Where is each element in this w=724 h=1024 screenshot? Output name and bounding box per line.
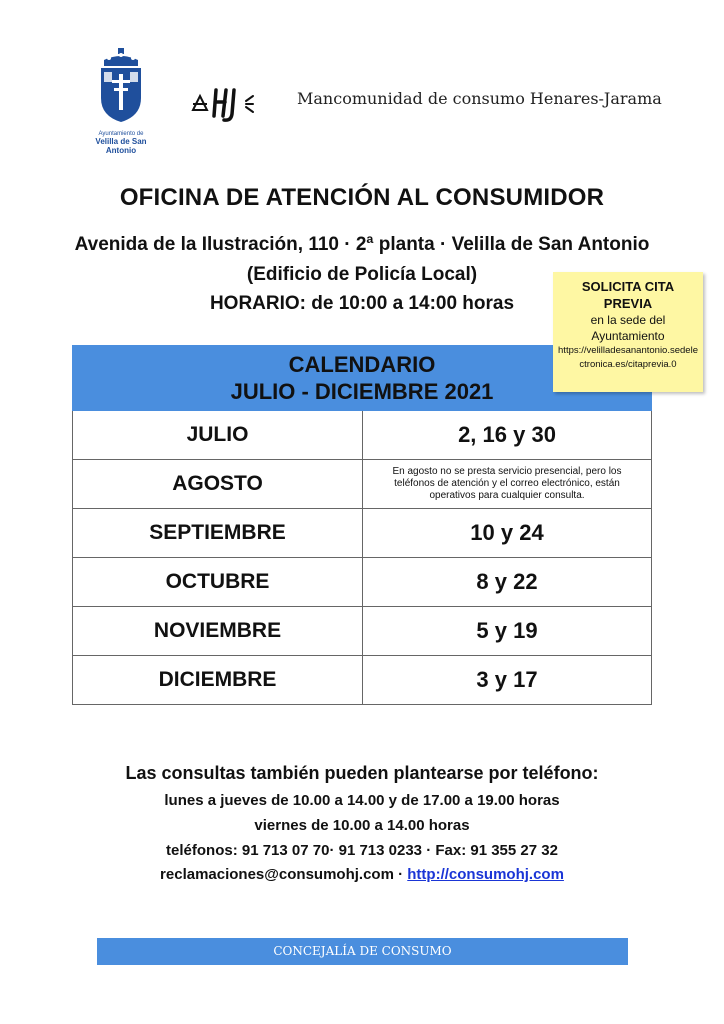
calendar-header-period: JULIO - DICIEMBRE 2021 [230,379,494,404]
ayto-caption-1: Ayuntamiento de [98,131,144,137]
days-cell: 3 y 17 [363,656,652,705]
calendar-table [72,345,652,705]
footer-banner: CONCEJALÍA DE CONSUMO [97,938,628,965]
month-cell: JULIO [73,411,363,460]
note-title-2: PREVIA [603,296,653,311]
days-cell: 5 y 19 [363,607,652,656]
month-cell: SEPTIEMBRE [73,509,363,558]
table-row [73,460,652,509]
days-cell: 10 y 24 [363,509,652,558]
office-hours: HORARIO: de 10:00 a 14:00 horas [209,293,515,314]
calendar-header-title: CALENDARIO [288,352,436,377]
note-title-1: SOLICITA CITA [581,279,675,294]
contact-links [0,866,724,883]
ayuntamiento-logo [80,46,162,155]
note-sub-2: Ayuntamiento [591,329,665,343]
table-row [73,656,652,705]
table-row [73,411,652,460]
note-sub-1: en la sede del [590,313,666,327]
table-row [73,607,652,656]
days-cell: 8 y 22 [363,558,652,607]
table-row [73,509,652,558]
org-name: Mancomunidad de consumo Henares-Jarama [297,89,662,108]
table-row [73,558,652,607]
month-cell: AGOSTO [73,460,363,509]
page-title: OFICINA DE ATENCIÓN AL CONSUMIDOR [119,184,605,211]
contact-email: reclamaciones@consumohj.com [160,866,394,883]
address-line-2: (Edificio de Policía Local) [246,264,478,285]
note-url: https://velilladesanantonio.sedelectronica.es/citaprevia.0 [558,345,698,370]
hj-monogram-icon [190,84,270,124]
contact-heading: Las consultas también pueden plantearse por teléfono: [125,763,599,783]
month-cell: NOVIEMBRE [73,607,363,656]
website-link[interactable]: http://consumohj.com [407,866,564,883]
mancomunidad-logo [190,84,270,129]
coat-of-arms-icon [96,46,146,124]
august-note-cell: En agosto no se presta servicio presencial, pero los teléfonos de atención y el correo electrónico, están operativos para cualquier consulta. [363,460,652,509]
contact-phones: teléfonos: 91 713 07 70· 91 713 0233 · Fax: 91 355 27 32 [166,842,558,859]
address-line-1: Avenida de la Ilustración, 110 · 2ª planta · Velilla de San Antonio [74,234,650,255]
contact-separator: · [393,866,408,883]
month-cell: OCTUBRE [73,558,363,607]
cita-previa-note [553,272,703,392]
days-cell: 2, 16 y 30 [363,411,652,460]
contact-hours-2: viernes de 10.00 a 14.00 horas [254,817,470,834]
contact-hours-1: lunes a jueves de 10.00 a 14.00 y de 17.00 a 19.00 horas [164,792,560,809]
ayto-caption-2: Velilla de San Antonio [95,137,147,155]
month-cell: DICIEMBRE [73,656,363,705]
